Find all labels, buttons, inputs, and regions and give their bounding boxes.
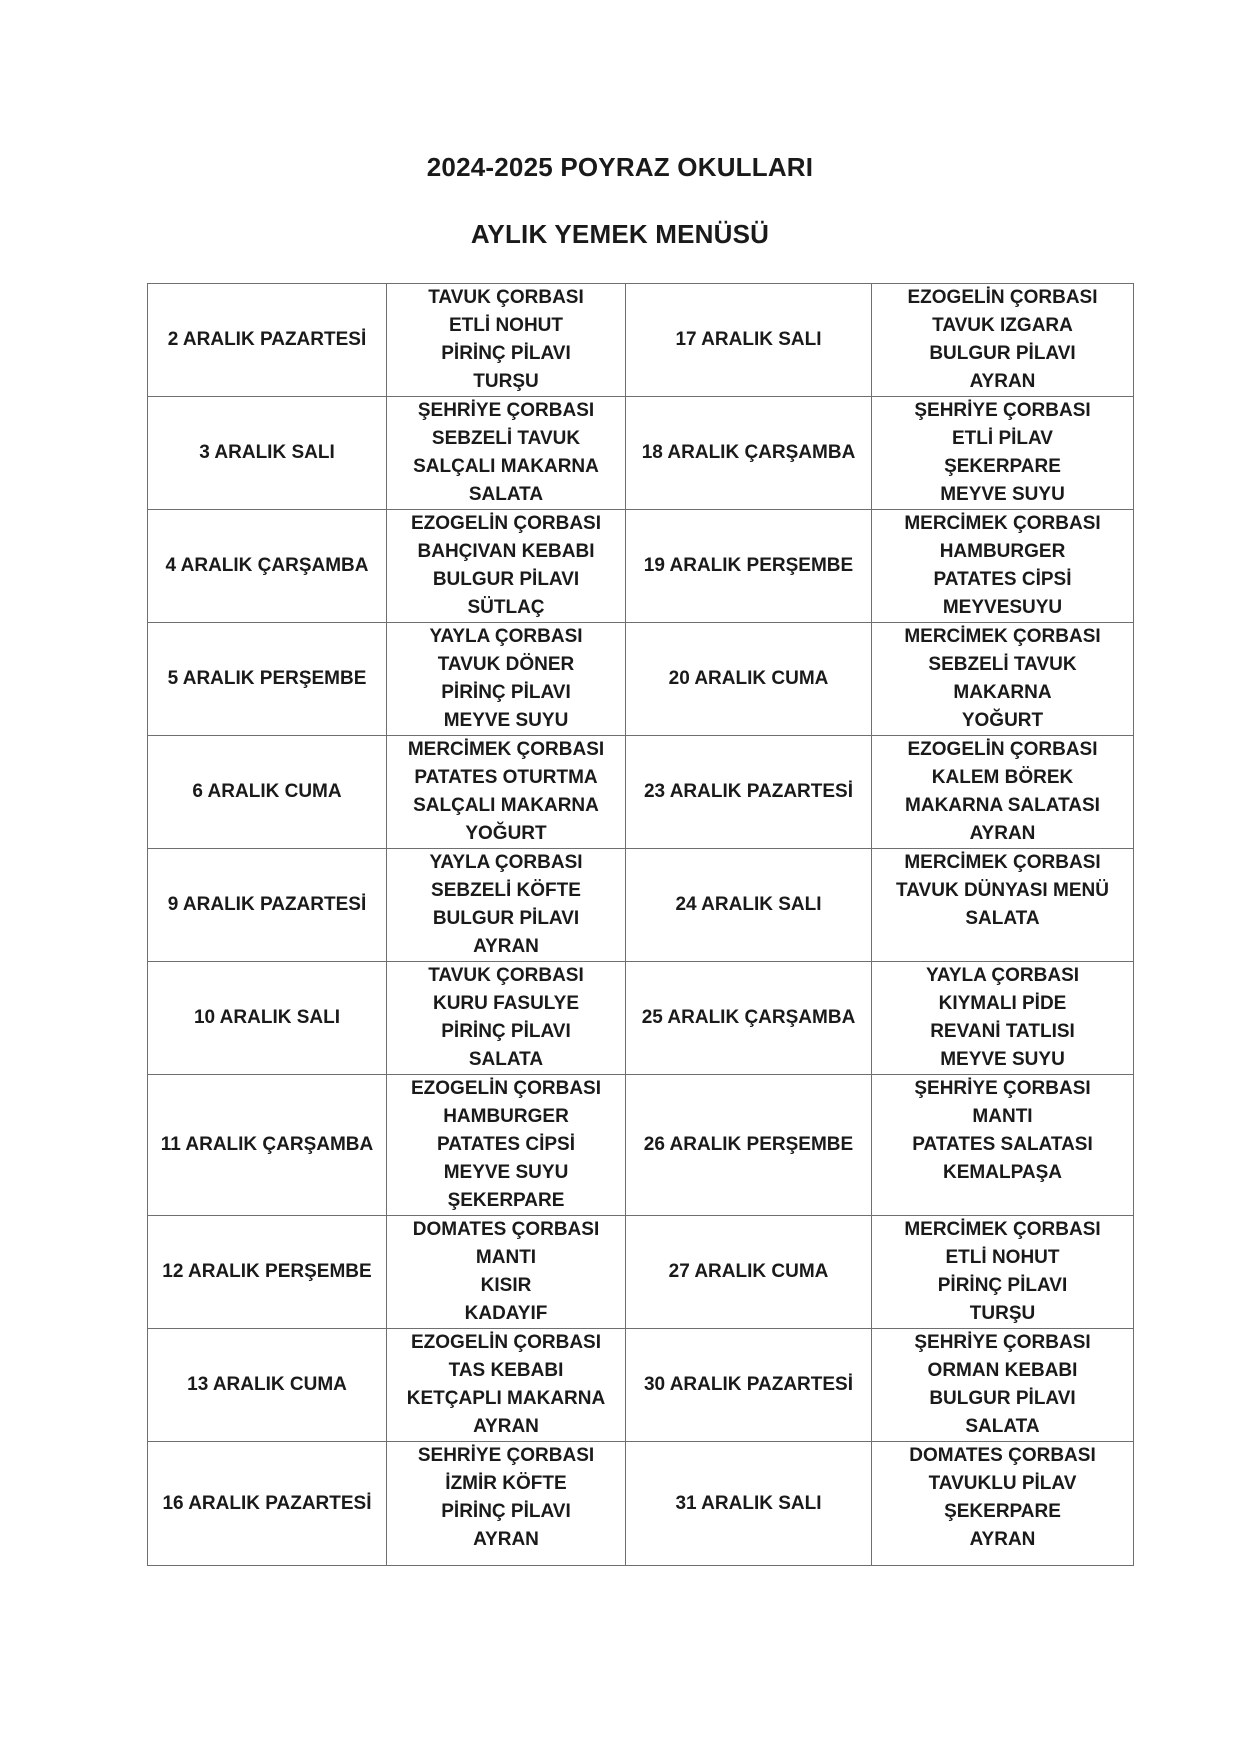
meal-item: AYRAN [473, 1529, 539, 1550]
meal-item: EZOGELİN ÇORBASI [410, 1078, 601, 1099]
left-meal-cell [387, 1442, 626, 1566]
meal-item: SEBZELİ TAVUK [928, 654, 1077, 675]
meal-item: MANTI [972, 1106, 1033, 1127]
right-day-cell: 26 ARALIK PERŞEMBE [626, 1075, 872, 1216]
meal-item: ŞEHRİYE ÇORBASI [914, 1332, 1091, 1353]
meal-item: AYRAN [969, 1529, 1036, 1550]
meal-item: EZOGELİN ÇORBASI [410, 1332, 601, 1353]
left-day-cell: 13 ARALIK CUMA [148, 1329, 387, 1442]
left-meal-cell [387, 284, 626, 397]
menu-row [148, 1442, 1134, 1566]
meal-item: SEHRİYE ÇORBASI [417, 1445, 595, 1466]
left-meal-cell [387, 623, 626, 736]
meal-item: SALÇALI MAKARNA [413, 795, 599, 816]
meal-item: MERCİMEK ÇORBASI [904, 626, 1101, 647]
meal-item: ŞEHRİYE ÇORBASI [417, 400, 595, 421]
meal-item: SEBZELİ TAVUK [431, 428, 581, 449]
meal-item: BAHÇIVAN KEBABI [417, 541, 595, 562]
left-day-cell: 5 ARALIK PERŞEMBE [148, 623, 387, 736]
meal-item: SALÇALI MAKARNA [413, 456, 599, 477]
meal-item: PATATES CİPSİ [933, 569, 1072, 590]
menu-row [148, 849, 1134, 962]
page-title: 2024-2025 POYRAZ OKULLARI [426, 152, 814, 182]
meal-item: MEYVE SUYU [940, 1049, 1065, 1070]
meal-item: MERCİMEK ÇORBASI [904, 513, 1101, 534]
meal-item: ŞEHRİYE ÇORBASI [914, 1078, 1091, 1099]
menu-table [147, 283, 1134, 1566]
meal-item: PATATES SALATASI [912, 1134, 1093, 1155]
meal-item: ETLİ NOHUT [945, 1247, 1060, 1268]
menu-row [148, 1216, 1134, 1329]
meal-item: BULGUR PİLAVI [929, 343, 1076, 364]
right-meal-cell [872, 623, 1134, 736]
meal-item: TURŞU [969, 1303, 1036, 1324]
right-day-cell: 20 ARALIK CUMA [626, 623, 872, 736]
menu-row [148, 510, 1134, 623]
left-day-cell: 2 ARALIK PAZARTESİ [148, 284, 387, 397]
meal-item: MEYVE SUYU [443, 710, 569, 731]
meal-item: YAYLA ÇORBASI [429, 852, 583, 873]
meal-item: TURŞU [473, 371, 539, 392]
menu-row [148, 623, 1134, 736]
menu-row [148, 962, 1134, 1075]
meal-item: HAMBURGER [443, 1106, 569, 1127]
right-meal-cell [872, 1075, 1134, 1216]
left-day-cell: 9 ARALIK PAZARTESİ [148, 849, 387, 962]
meal-item: DOMATES ÇORBASI [412, 1219, 600, 1240]
meal-item: PİRİNÇ PİLAVI [937, 1275, 1068, 1296]
meal-item: PİRİNÇ PİLAVI [441, 1021, 571, 1042]
menu-row [148, 1329, 1134, 1442]
meal-item: MEYVESUYU [942, 597, 1063, 618]
left-day-cell: 4 ARALIK ÇARŞAMBA [148, 510, 387, 623]
right-meal-cell [872, 1329, 1134, 1442]
right-day-cell: 17 ARALIK SALI [626, 284, 872, 397]
meal-item: AYRAN [473, 936, 539, 957]
right-day-cell: 31 ARALIK SALI [626, 1442, 872, 1566]
meal-item: EZOGELİN ÇORBASI [410, 513, 601, 534]
right-meal-cell [872, 849, 1134, 962]
meal-item: MERCİMEK ÇORBASI [904, 852, 1101, 873]
meal-item: TAS KEBABI [448, 1360, 564, 1381]
meal-item: ETLİ NOHUT [449, 315, 563, 336]
right-day-cell: 25 ARALIK ÇARŞAMBA [626, 962, 872, 1075]
meal-item: SALATA [468, 484, 544, 505]
menu-row [148, 397, 1134, 510]
meal-item: KIYMALI PİDE [938, 993, 1067, 1014]
left-meal-cell [387, 510, 626, 623]
meal-item: EZOGELİN ÇORBASI [907, 287, 1098, 308]
meal-item: SEBZELİ KÖFTE [431, 880, 581, 901]
menu-table-body [148, 284, 1134, 1566]
right-meal-cell [872, 1442, 1134, 1566]
meal-item: MANTI [475, 1247, 537, 1268]
meal-item: YOĞURT [961, 710, 1044, 731]
meal-item: ŞEKERPARE [447, 1190, 565, 1211]
meal-item: EZOGELİN ÇORBASI [907, 739, 1098, 760]
meal-item: BULGUR PİLAVI [929, 1388, 1076, 1409]
meal-item: PATATES OTURTMA [414, 767, 598, 788]
menu-row [148, 284, 1134, 397]
meal-item: PİRİNÇ PİLAVI [441, 1501, 571, 1522]
meal-item: MAKARNA SALATASI [905, 795, 1100, 816]
left-day-cell: 16 ARALIK PAZARTESİ [148, 1442, 387, 1566]
meal-item: BULGUR PİLAVI [432, 908, 580, 929]
meal-item: YAYLA ÇORBASI [925, 965, 1080, 986]
right-meal-cell [872, 397, 1134, 510]
meal-item: SALATA [965, 1416, 1040, 1437]
meal-item: İZMİR KÖFTE [445, 1473, 567, 1494]
meal-item: PİRİNÇ PİLAVI [441, 343, 571, 364]
meal-item: TAVUK DÖNER [437, 654, 575, 675]
left-day-cell: 6 ARALIK CUMA [148, 736, 387, 849]
meal-item: KETÇAPLI MAKARNA [406, 1388, 606, 1409]
meal-item: HAMBURGER [939, 541, 1066, 562]
meal-item: ŞEKERPARE [944, 1501, 1061, 1522]
right-day-cell: 30 ARALIK PAZARTESİ [626, 1329, 872, 1442]
left-meal-cell [387, 1075, 626, 1216]
meal-item: REVANİ TATLISI [930, 1021, 1075, 1042]
left-meal-cell [387, 849, 626, 962]
left-meal-cell [387, 736, 626, 849]
left-day-cell: 10 ARALIK SALI [148, 962, 387, 1075]
meal-item: BULGUR PİLAVI [432, 569, 580, 590]
meal-item: MAKARNA [953, 682, 1052, 703]
right-day-cell: 23 ARALIK PAZARTESİ [626, 736, 872, 849]
left-meal-cell [387, 1329, 626, 1442]
meal-item: MEYVE SUYU [443, 1162, 569, 1183]
right-meal-cell [872, 284, 1134, 397]
right-meal-cell [872, 510, 1134, 623]
right-day-cell: 19 ARALIK PERŞEMBE [626, 510, 872, 623]
meal-item: ŞEHRİYE ÇORBASI [914, 400, 1091, 421]
right-meal-cell [872, 1216, 1134, 1329]
meal-item: MERCİMEK ÇORBASI [904, 1219, 1101, 1240]
meal-item: YAYLA ÇORBASI [429, 626, 583, 647]
meal-item: KEMALPAŞA [943, 1162, 1062, 1183]
meal-item: SALATA [468, 1049, 544, 1070]
left-day-cell: 11 ARALIK ÇARŞAMBA [148, 1075, 387, 1216]
meal-item: ETLİ PİLAV [952, 428, 1053, 449]
meal-item: AYRAN [969, 371, 1036, 392]
meal-item: TAVUKLU PİLAV [928, 1473, 1077, 1494]
menu-row [148, 1075, 1134, 1216]
meal-item: TAVUK DÜNYASI MENÜ [896, 880, 1109, 901]
meal-item: MERCİMEK ÇORBASI [407, 739, 605, 760]
meal-item: KISIR [480, 1275, 532, 1296]
meal-item: KURU FASULYE [432, 993, 580, 1014]
meal-item: PATATES CİPSİ [437, 1134, 575, 1155]
meal-item: ORMAN KEBABI [927, 1360, 1078, 1381]
meal-item: AYRAN [969, 823, 1036, 844]
menu-row [148, 736, 1134, 849]
meal-item: DOMATES ÇORBASI [909, 1445, 1096, 1466]
meal-item: TAVUK ÇORBASI [428, 965, 584, 986]
left-meal-cell [387, 1216, 626, 1329]
left-day-cell: 12 ARALIK PERŞEMBE [148, 1216, 387, 1329]
meal-item: KADAYIF [464, 1303, 548, 1324]
meal-item: TAVUK IZGARA [932, 315, 1073, 336]
right-day-cell: 27 ARALIK CUMA [626, 1216, 872, 1329]
meal-item: MEYVE SUYU [940, 484, 1065, 505]
right-day-cell: 24 ARALIK SALI [626, 849, 872, 962]
meal-item: YOĞURT [465, 823, 547, 844]
right-meal-cell [872, 962, 1134, 1075]
meal-item: KALEM BÖREK [931, 767, 1074, 788]
page-subtitle: AYLIK YEMEK MENÜSÜ [470, 219, 770, 249]
left-day-cell: 3 ARALIK SALI [148, 397, 387, 510]
meal-item: ŞEKERPARE [944, 456, 1061, 477]
left-meal-cell [387, 397, 626, 510]
left-meal-cell [387, 962, 626, 1075]
meal-item: SÜTLAÇ [467, 597, 545, 618]
meal-item: AYRAN [473, 1416, 539, 1437]
meal-item: TAVUK ÇORBASI [428, 287, 584, 308]
right-day-cell: 18 ARALIK ÇARŞAMBA [626, 397, 872, 510]
right-meal-cell [872, 736, 1134, 849]
meal-item: SALATA [965, 908, 1040, 929]
meal-item: PİRİNÇ PİLAVI [441, 682, 571, 703]
